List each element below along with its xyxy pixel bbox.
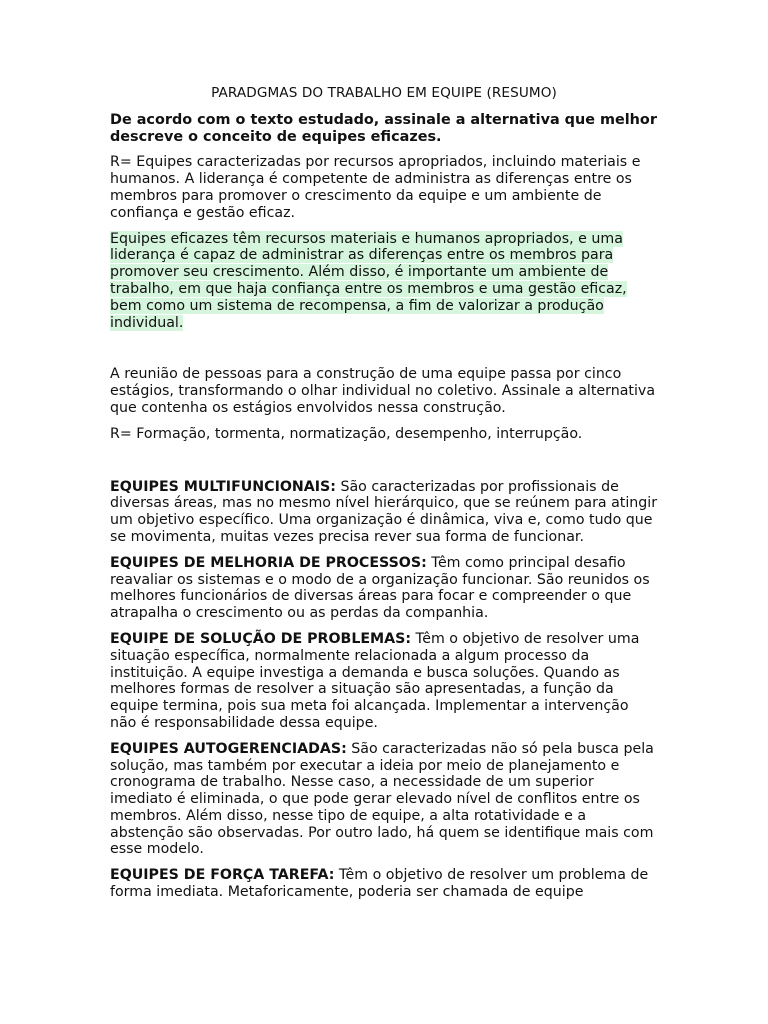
team-type-text: São caracterizadas por profissionais de diversas áreas, mas no mesmo nível hierárquico, que se reúnem para atingir um objetivo específico. Uma organização é dinâmica, viva e, como tudo que se movimenta, muitas vezes precisa rever sua forma de funcionar.: [110, 478, 658, 545]
team-type-heading: EQUIPES AUTOGERENCIADAS:: [110, 740, 347, 757]
document-title: PARADGMAS DO TRABALHO EM EQUIPE (RESUMO): [211, 85, 557, 101]
team-type-heading: EQUIPES DE FORÇA TAREFA:: [110, 867, 335, 884]
team-type-forca-tarefa: [110, 867, 658, 901]
team-type-solucao-problemas: [110, 631, 658, 732]
team-type-melhoria-processos: [110, 555, 658, 622]
highlighted-passage: [110, 231, 658, 332]
team-type-text: Têm o objetivo de resolver uma situação específica, normalmente relacionada a algum processo da instituição. A equipe investiga a demanda e busca soluções. Quando as melhores formas de resolver a situação são apresentadas, a função da equipe termina, pois sua meta foi alcançada. Implementar a intervenção não é responsabilidade dessa equipe.: [110, 630, 640, 731]
question-2: A reunião de pessoas para a construção de uma equipe passa por cinco estágios, transformando o olhar individual no coletivo. Assinale a alternativa que contenha os estágios envolvidos nessa construção.: [110, 366, 656, 416]
team-type-text: Têm como principal desafio reavaliar os sistemas e o modo de a organização funcionar. São reunidos os melhores funcionários de diversas áreas para focar e compreender o que atrapalha o crescimento ou as perdas da companhia.: [110, 554, 650, 622]
team-type-heading: EQUIPE DE SOLUÇÃO DE PROBLEMAS:: [110, 630, 412, 647]
question-1: De acordo com o texto estudado, assinale a alternativa que melhor descreve o conceito de equipes eficazes.: [110, 111, 657, 145]
team-type-text: São caracterizadas não só pela busca pela solução, mas também por executar a ideia por meio de planejamento e cronograma de trabalho. Nesse caso, a necessidade de um superior imediato é eliminada, o que pode gerar elevado nível de conflitos entre os membros. Além disso, nesse tipo de equipe, a alta rotatividade e a abstenção são observadas. Por outro lado, há quem se identifique mais com esse modelo.: [110, 740, 654, 858]
highlight-text: Equipes eficazes têm recursos materiais e humanos apropriados, e uma liderança é capaz de administrar as diferenças entre os membros para promover seu crescimento. Além disso, é importante um ambiente de trabalho, em que haja confiança entre os membros e uma gestão eficaz, bem como um sistema de recompensa, a fim de valorizar a produção individual.: [110, 230, 627, 331]
team-type-heading: EQUIPES MULTIFUNCIONAIS:: [110, 478, 336, 495]
spacer: [110, 340, 658, 366]
team-type-autogerenciadas: [110, 741, 658, 859]
team-type-multifuncionais: [110, 479, 658, 546]
spacer: [110, 452, 658, 479]
team-type-text: Têm o objetivo de resolver um problema de forma imediata. Metaforicamente, poderia ser chamada de equipe: [110, 867, 649, 901]
document-body: [110, 85, 658, 910]
team-type-heading: EQUIPES DE MELHORIA DE PROCESSOS:: [110, 554, 427, 571]
answer-1: R= Equipes caracterizadas por recursos apropriados, incluindo materiais e humanos. A liderança é competente de administra as diferenças entre os membros para promover o crescimento da equipe e um ambiente de confiança e gestão eficaz.: [110, 154, 641, 221]
answer-2: R= Formação, tormenta, normatização, desempenho, interrupção.: [110, 425, 583, 442]
